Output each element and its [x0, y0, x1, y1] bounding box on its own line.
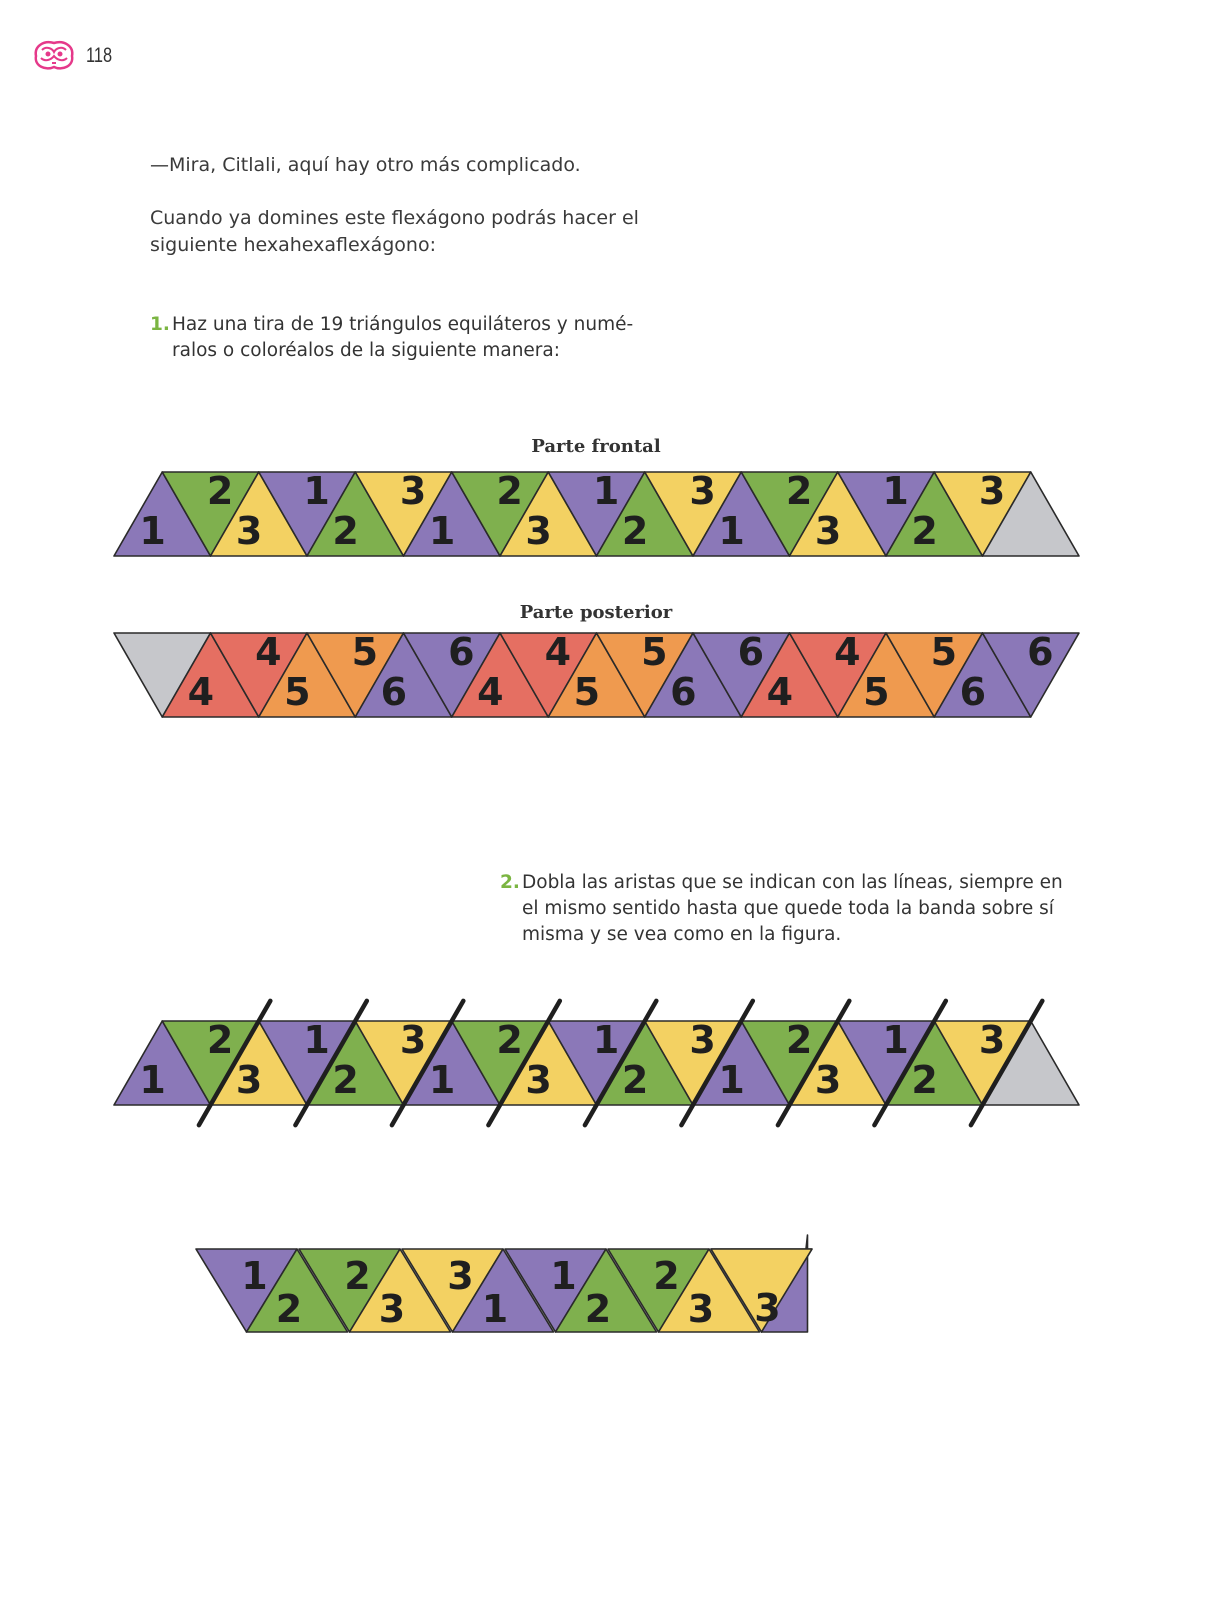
triangle-number: 1: [882, 1017, 909, 1062]
triangle-number: 2: [206, 1017, 234, 1062]
triangle-number: 5: [573, 670, 601, 715]
triangle-number: 3: [399, 468, 427, 513]
triangle-number: 1: [303, 468, 330, 513]
triangle-number: 1: [882, 468, 909, 513]
step-2-number: 2.: [500, 872, 520, 893]
triangle-number: 3: [689, 468, 716, 513]
triangle-number: 3: [235, 509, 263, 554]
back-caption: Parte posterior: [519, 602, 673, 623]
back-strip-triangles: [114, 630, 1079, 717]
triangle-number: 4: [187, 670, 215, 715]
triangle-number: 2: [332, 509, 359, 554]
triangle-number: 1: [718, 1058, 745, 1103]
triangle-number: 1: [428, 509, 456, 554]
step-2-line-2: el mismo sentido hasta que quede toda la banda sobre sí: [522, 898, 1054, 919]
triangle-number: 2: [496, 468, 523, 513]
triangle-number: 3: [687, 1287, 715, 1331]
folded-band: [196, 1235, 812, 1332]
triangle-number: 2: [911, 1058, 938, 1103]
triangle-number: 4: [834, 629, 861, 674]
triangle-number: 3: [525, 1058, 552, 1103]
triangle-number: 1: [592, 1017, 620, 1062]
intro-line-1: —Mira, Citlali, aquí hay otro más complicado.: [150, 154, 581, 176]
step-1-line-2: ralos o coloréalos de la siguiente manera:: [172, 340, 560, 361]
triangle-number: 6: [670, 670, 697, 715]
triangle-number: 2: [206, 468, 234, 513]
intro-line-2: Cuando ya domines este flexágono podrás hacer el: [150, 207, 639, 229]
triangle-number: 3: [814, 509, 842, 554]
triangle-number: 6: [737, 629, 765, 674]
triangle-number: 5: [930, 629, 958, 674]
triangle-number: 2: [911, 509, 938, 554]
triangle-number: 5: [284, 670, 311, 715]
page-number: 118: [86, 44, 113, 67]
triangle-number: 4: [766, 670, 794, 715]
triangle-number: 3: [525, 509, 552, 554]
triangle-number: 2: [653, 1254, 680, 1298]
triangle-number: 1: [481, 1287, 509, 1331]
triangle-number: 5: [863, 670, 890, 715]
triangle-number: 1: [428, 1058, 456, 1103]
triangle-number: 1: [139, 1058, 166, 1103]
triangle-number: 2: [785, 1017, 813, 1062]
triangle-number: 3: [235, 1058, 263, 1103]
triangle-number: 4: [255, 629, 282, 674]
triangle-number: 6: [448, 629, 475, 674]
intro-line-3: siguiente hexahexaflexágono:: [150, 234, 437, 256]
triangle-number: 3: [689, 1017, 716, 1062]
triangle-number: 3: [814, 1058, 842, 1103]
front-strip-triangles: [114, 469, 1079, 556]
triangle-number: 3: [978, 1017, 1006, 1062]
triangle-number: 2: [344, 1254, 371, 1298]
triangle-number: 6: [1027, 629, 1054, 674]
triangle-number: 4: [544, 629, 572, 674]
triangle-number: 3: [399, 1017, 427, 1062]
triangle-number: 2: [621, 509, 649, 554]
triangle-number: 2: [332, 1058, 359, 1103]
step-1-line-1: Haz una tira de 19 triángulos equiláteros y numé-: [172, 314, 634, 335]
triangle-number: 1: [139, 509, 166, 554]
step-2-line-3: misma y se vea como en la figura.: [522, 924, 842, 945]
triangle-number: 1: [303, 1017, 330, 1062]
triangle-number: 2: [785, 468, 813, 513]
triangle-number: 5: [351, 629, 379, 674]
triangle-number: 2: [621, 1058, 649, 1103]
triangle-number: 2: [275, 1287, 303, 1331]
triangle-number: 6: [959, 670, 987, 715]
step-2: [500, 870, 1063, 948]
step-2-line-1: Dobla las aristas que se indican con las líneas, siempre en: [522, 872, 1063, 893]
triangle-number: 2: [584, 1287, 612, 1331]
triangle-number: 3: [754, 1286, 781, 1330]
front-caption: Parte frontal: [531, 436, 661, 457]
folding-strip-triangles: [114, 1001, 1079, 1125]
triangle-number: 5: [641, 629, 668, 674]
triangle-number: 4: [477, 670, 504, 715]
triangle-number: 1: [241, 1254, 268, 1298]
triangle-number: 3: [447, 1254, 474, 1298]
triangle-number: 1: [592, 468, 620, 513]
triangle-number: 1: [718, 509, 745, 554]
triangle-number: 2: [496, 1017, 523, 1062]
triangle-number: 6: [380, 670, 408, 715]
triangle-number: 3: [978, 468, 1006, 513]
triangle-number: 3: [378, 1287, 406, 1331]
triangle-number: 1: [550, 1254, 577, 1298]
step-1-number: 1.: [150, 314, 170, 335]
